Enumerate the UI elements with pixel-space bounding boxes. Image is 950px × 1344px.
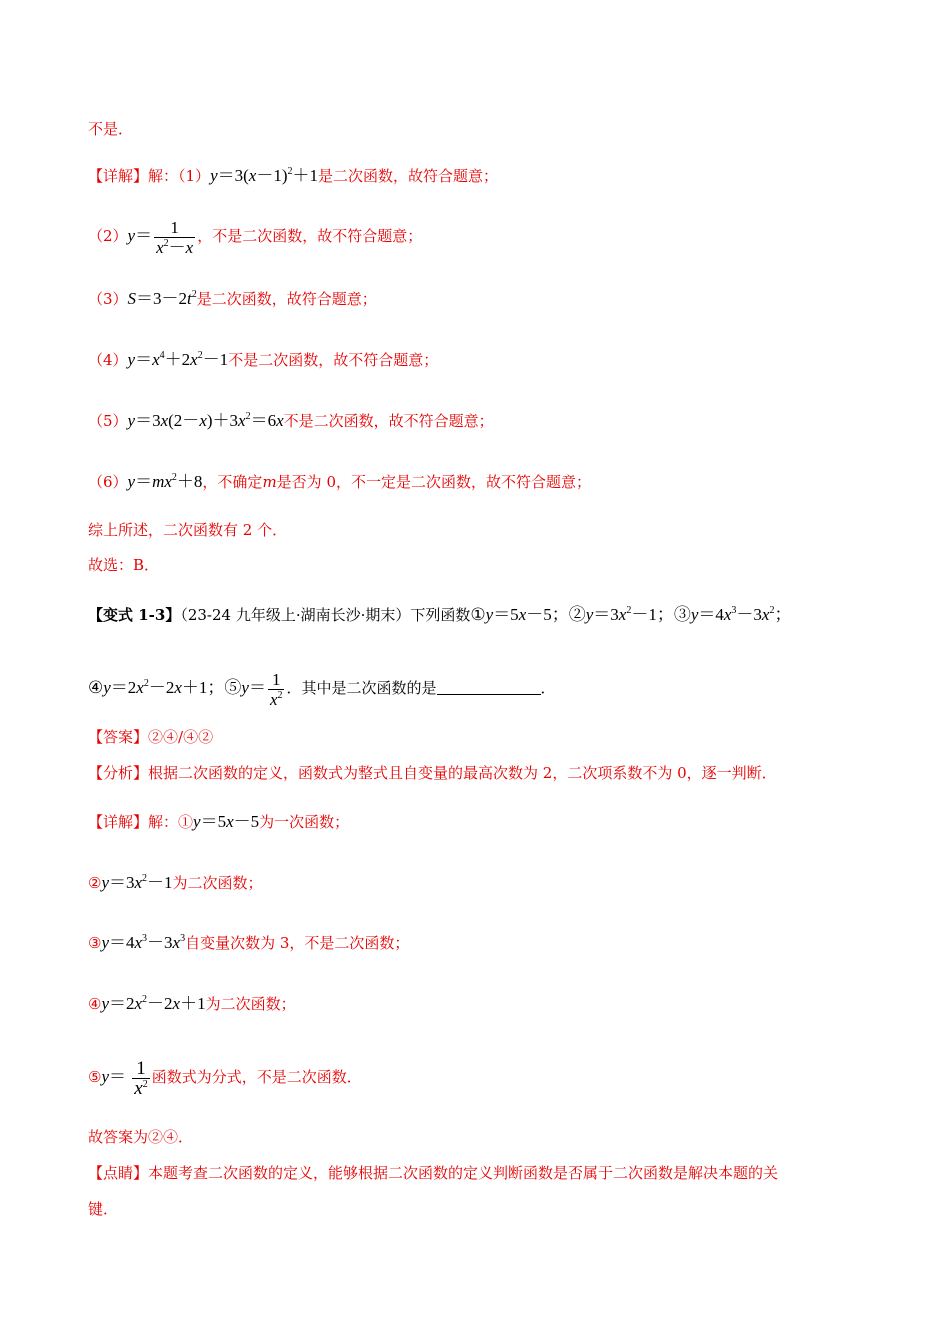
- answer-text: ②④/④②: [148, 728, 214, 746]
- solution-line-1: [88, 166, 498, 186]
- line-suffix: 函数式为分式，不是二次函数．: [151, 1068, 362, 1086]
- line-prefix: ⑤: [88, 1068, 102, 1086]
- formula-5: $y=3x(2-x)+3x^2=6x$: [127, 411, 284, 430]
- answer-choice-line: 故选：B．: [88, 556, 160, 574]
- tag-analysis: 【分析】: [88, 764, 149, 782]
- formula-1: $y=3(x-1)^2+1$: [210, 166, 318, 185]
- comment-line-2: 键．: [88, 1200, 119, 1218]
- question-end: ．: [540, 679, 556, 697]
- line-prefix: 解：（1）: [148, 167, 211, 185]
- line-suffix: 自变量次数为 3，不是二次函数；: [185, 934, 410, 952]
- tag-comment: 【点睛】: [88, 1164, 149, 1182]
- line-prefix: （4）: [88, 351, 128, 369]
- tag-variant: 【变式 1-3】: [88, 606, 181, 624]
- formula-3: $S=3-2t^2$: [127, 289, 197, 308]
- detail2-line-5: [88, 1050, 362, 1104]
- variant-question-line-2: [88, 664, 556, 712]
- comment-line-1: [88, 1163, 778, 1183]
- final-answer-line: 故答案为②④．: [88, 1128, 194, 1146]
- line-suffix: 不是二次函数，故不符合题意；: [228, 351, 439, 369]
- variable-m: m: [262, 473, 277, 491]
- detail2-line-3: [88, 933, 409, 953]
- variant-question-line-1: [88, 605, 791, 625]
- tag-answer: 【答案】: [88, 728, 149, 746]
- text-line-1: 不是．: [88, 120, 134, 138]
- formula-d3: $y=4x^3-3x^3$: [101, 933, 186, 952]
- analysis-line: [88, 763, 777, 783]
- analysis-text: 根据二次函数的定义，函数式为整式且自变量的最高次数为 2，二次项系数不为 0，逐一判断．: [148, 764, 777, 782]
- formula-d4: $y=2x^2-2x+1$: [101, 994, 206, 1013]
- line-suffix: 是否为 0，不一定是二次函数，故不符合题意；: [276, 473, 591, 491]
- line-suffix: 为二次函数；: [205, 995, 296, 1013]
- comment-text: 本题考查二次函数的定义，能够根据二次函数的定义判断函数是否属于二次函数是解决本题的关: [148, 1164, 779, 1182]
- line-prefix: ③: [88, 934, 102, 952]
- question-functions: ①y＝5x－5；$②y=3x^2-1$；$③y=4x^3-3x^2$；: [470, 605, 792, 624]
- solution-line-4: [88, 350, 438, 370]
- line-prefix: （2）: [88, 227, 128, 245]
- tag-detail: 【详解】: [88, 167, 149, 185]
- line-suffix: 是二次函数，故符合题意；: [318, 167, 499, 185]
- formula-6: $y=mx^2+8$: [127, 472, 203, 491]
- formula-d2: $y=3x^2-1$: [101, 873, 173, 892]
- answer-line: [88, 727, 213, 747]
- solution-line-6: [88, 472, 591, 492]
- formula-4: $y=x^4+2x^2-1$: [127, 350, 229, 369]
- line-suffix: ，不是二次函数，故不符合题意；: [197, 227, 423, 245]
- formula-d1: y＝5x－5: [193, 812, 260, 831]
- line-suffix: 不是二次函数，故不符合题意；: [283, 412, 494, 430]
- question-source: （23-24 九年级上·湖南长沙·期末）下列函数: [180, 606, 471, 624]
- line-prefix: （3）: [88, 290, 128, 308]
- solution-line-5: [88, 411, 494, 431]
- question-functions-2: $④y=2x^2-2x+1$；⑤y＝ $\frac{1}{x^2}$: [88, 669, 283, 709]
- summary-line: 综上所述，二次函数有 2 个．: [88, 521, 288, 539]
- formula-2: y＝ $\frac{1}{x^2-x}$: [127, 217, 194, 257]
- line-suffix: 为二次函数；: [172, 874, 263, 892]
- detail2-line-4: [88, 994, 296, 1014]
- tag-detail: 【详解】: [88, 813, 149, 831]
- line-prefix: ②: [88, 874, 102, 892]
- detail2-line-1: [88, 812, 349, 832]
- line-prefix: ④: [88, 995, 102, 1013]
- solution-line-2: [88, 216, 422, 257]
- detail2-line-2: [88, 873, 263, 893]
- line-prefix: 解：①: [148, 813, 194, 831]
- question-ask: ．其中是二次函数的是: [286, 679, 437, 697]
- line-suffix: 是二次函数，故符合题意；: [196, 290, 377, 308]
- line-mid: ，不确定: [202, 473, 263, 491]
- line-suffix: 为一次函数；: [259, 813, 350, 831]
- line-prefix: （6）: [88, 473, 128, 491]
- answer-blank: [437, 679, 541, 695]
- solution-line-3: [88, 289, 377, 309]
- formula-d5: y＝ $\frac{1}{x^2}$: [101, 1057, 148, 1099]
- line-prefix: （5）: [88, 412, 128, 430]
